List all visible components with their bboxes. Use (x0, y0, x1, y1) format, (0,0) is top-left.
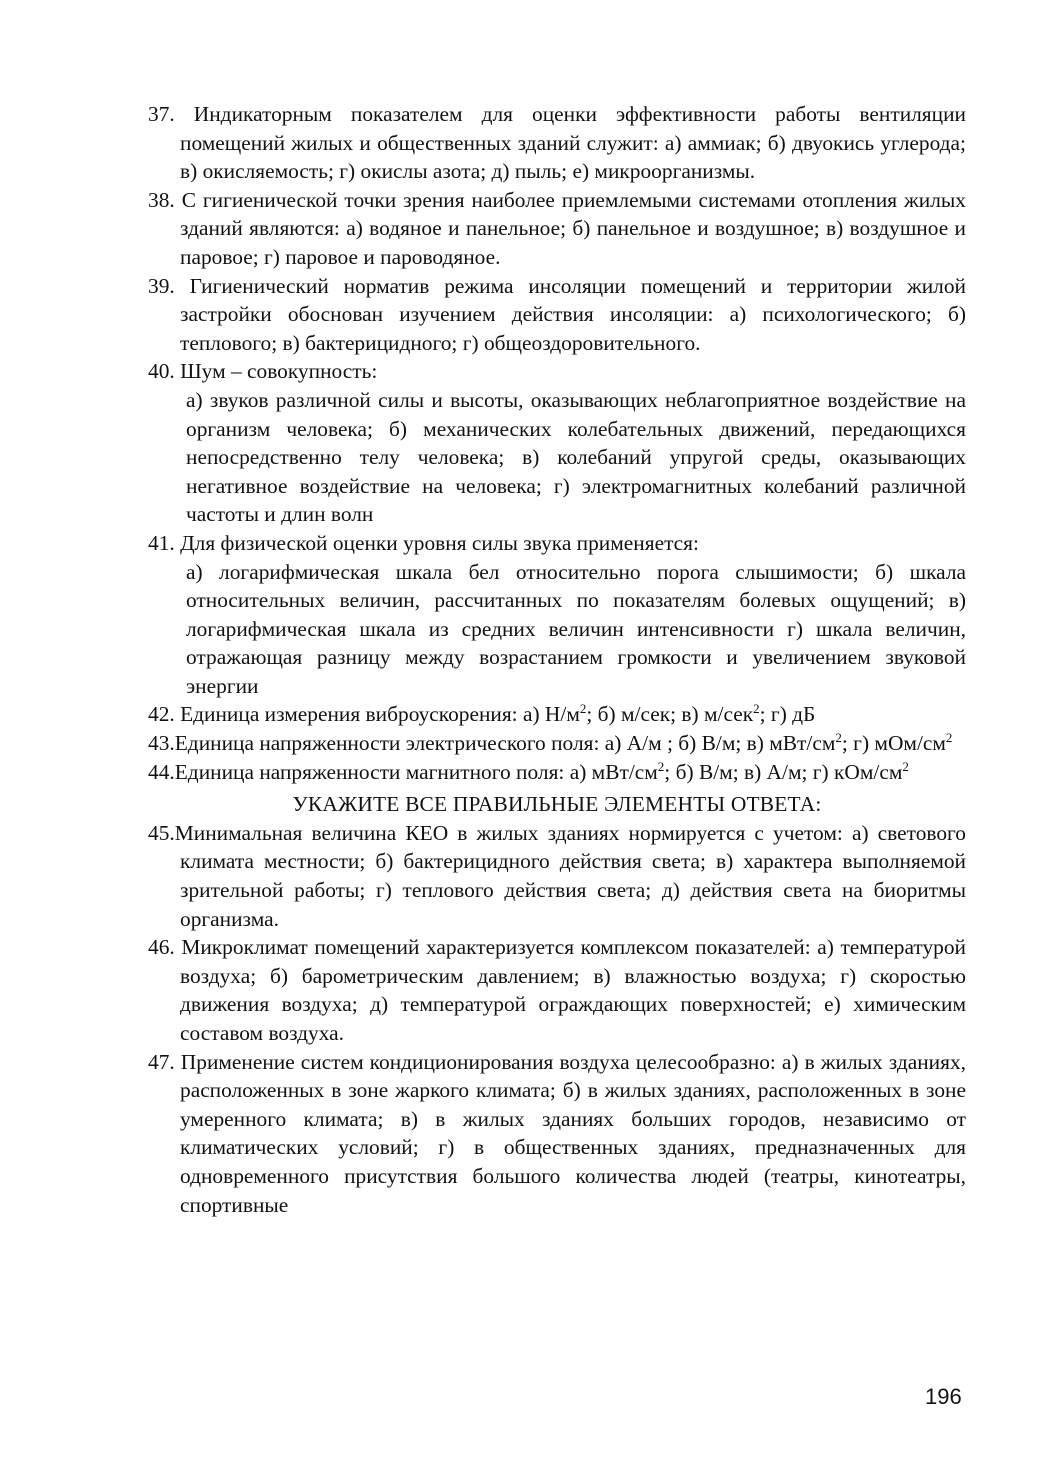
question-46: 46. Микроклимат помещений характеризуется комплексом показателей: а) температурой воздуха; б) барометрическим давлением; в) влажностью воздуха; г) скоростью движения воздуха; д) температурой ограждающих поверхностей; е) химическим составом воздуха. (148, 935, 966, 1045)
question-39: 39. Гигиенический норматив режима инсоляции помещений и территории жилой застройки обоснован изучением действия инсоляции: а) психологического; б) теплового; в) бактерицидного; г) общеоздоровительного. (148, 273, 966, 355)
question-47: 47. Применение систем кондиционирования воздуха целесообразно: а) в жилых зданиях, расположенных в зоне жаркого климата; б) в жилых зданиях, расположенных в зоне умеренного климата; в) в жилых зданиях больших городов, независимо от климатических условий; г) в общественных зданиях, предназначенных для одновременного присутствия большого количества людей (театры, кинотеатры, спортивные (148, 1049, 966, 1217)
question-45: 45.Минимальная величина КЕО в жилых зданиях нормируется с учетом: а) светового климата местности; б) бактерицидного действия света; в) характера выполняемой зрительной работы; г) теплового действия света; д) действия света на биоритмы организма. (148, 820, 966, 931)
section-heading: УКАЖИТЕ ВСЕ ПРАВИЛЬНЫЕ ЭЛЕМЕНТЫ ОТВЕТА: (292, 792, 822, 817)
question-41-options: а) логарифмическая шкала бел относительно порога слышимости; б) шкала относительных величин, рассчитанных по показателям болевых ощущений; в) логарифмическая шкала из средних величин интенсивности г) шкала величин, отражающая разницу между возрастанием громкости и увеличением звуковой энергии (186, 559, 966, 698)
question-41 (148, 529, 966, 701)
question-40 (148, 357, 966, 529)
question-41-title: 41. Для физической оценки уровня силы звука применяется: (148, 530, 699, 555)
page-number: 196 (925, 1384, 962, 1409)
question-38: 38. С гигиенической точки зрения наиболее приемлемыми системами отопления жилых зданий являются: а) водяное и панельное; б) панельное и воздушное; в) воздушное и паровое; г) паровое и пароводяное. (148, 187, 966, 269)
document-page (148, 100, 966, 1219)
question-40-options: а) звуков различной силы и высоты, оказывающих неблагоприятное воздействие на организм человека; б) механических колебательных движений, передающихся непосредственно телу человека; в) колебаний упругой среды, оказывающих негативное воздействие на человека; г) электромагнитных колебаний различной частоты и длин волн (186, 387, 966, 527)
question-42: 42. Единица измерения виброускорения: а) $Н/м^2$; б) м/сек; в) м/сек$^2$; г) дБ (148, 701, 816, 727)
question-44: 44.Единица напряженности магнитного поля: а) мВт/$см^2$; б) В/м; в) А/м; г) кОм/$см^2$ (148, 758, 909, 784)
question-40-title: 40. Шум – совокупность: (148, 359, 378, 384)
question-43: 43.Единица напряженности электрического поля: а) А/м ; б) В/м; в) мВт/$см^2$; г) мОм/$см^2$ (148, 729, 953, 756)
question-37: 37. Индикаторным показателем для оценки эффективности работы вентиляции помещений жилых и общественных зданий служит: а) аммиак; б) двуокись углерода; в) окисляемость; г) окислы азота; д) пыль; е) микроорганизмы. (148, 102, 966, 184)
